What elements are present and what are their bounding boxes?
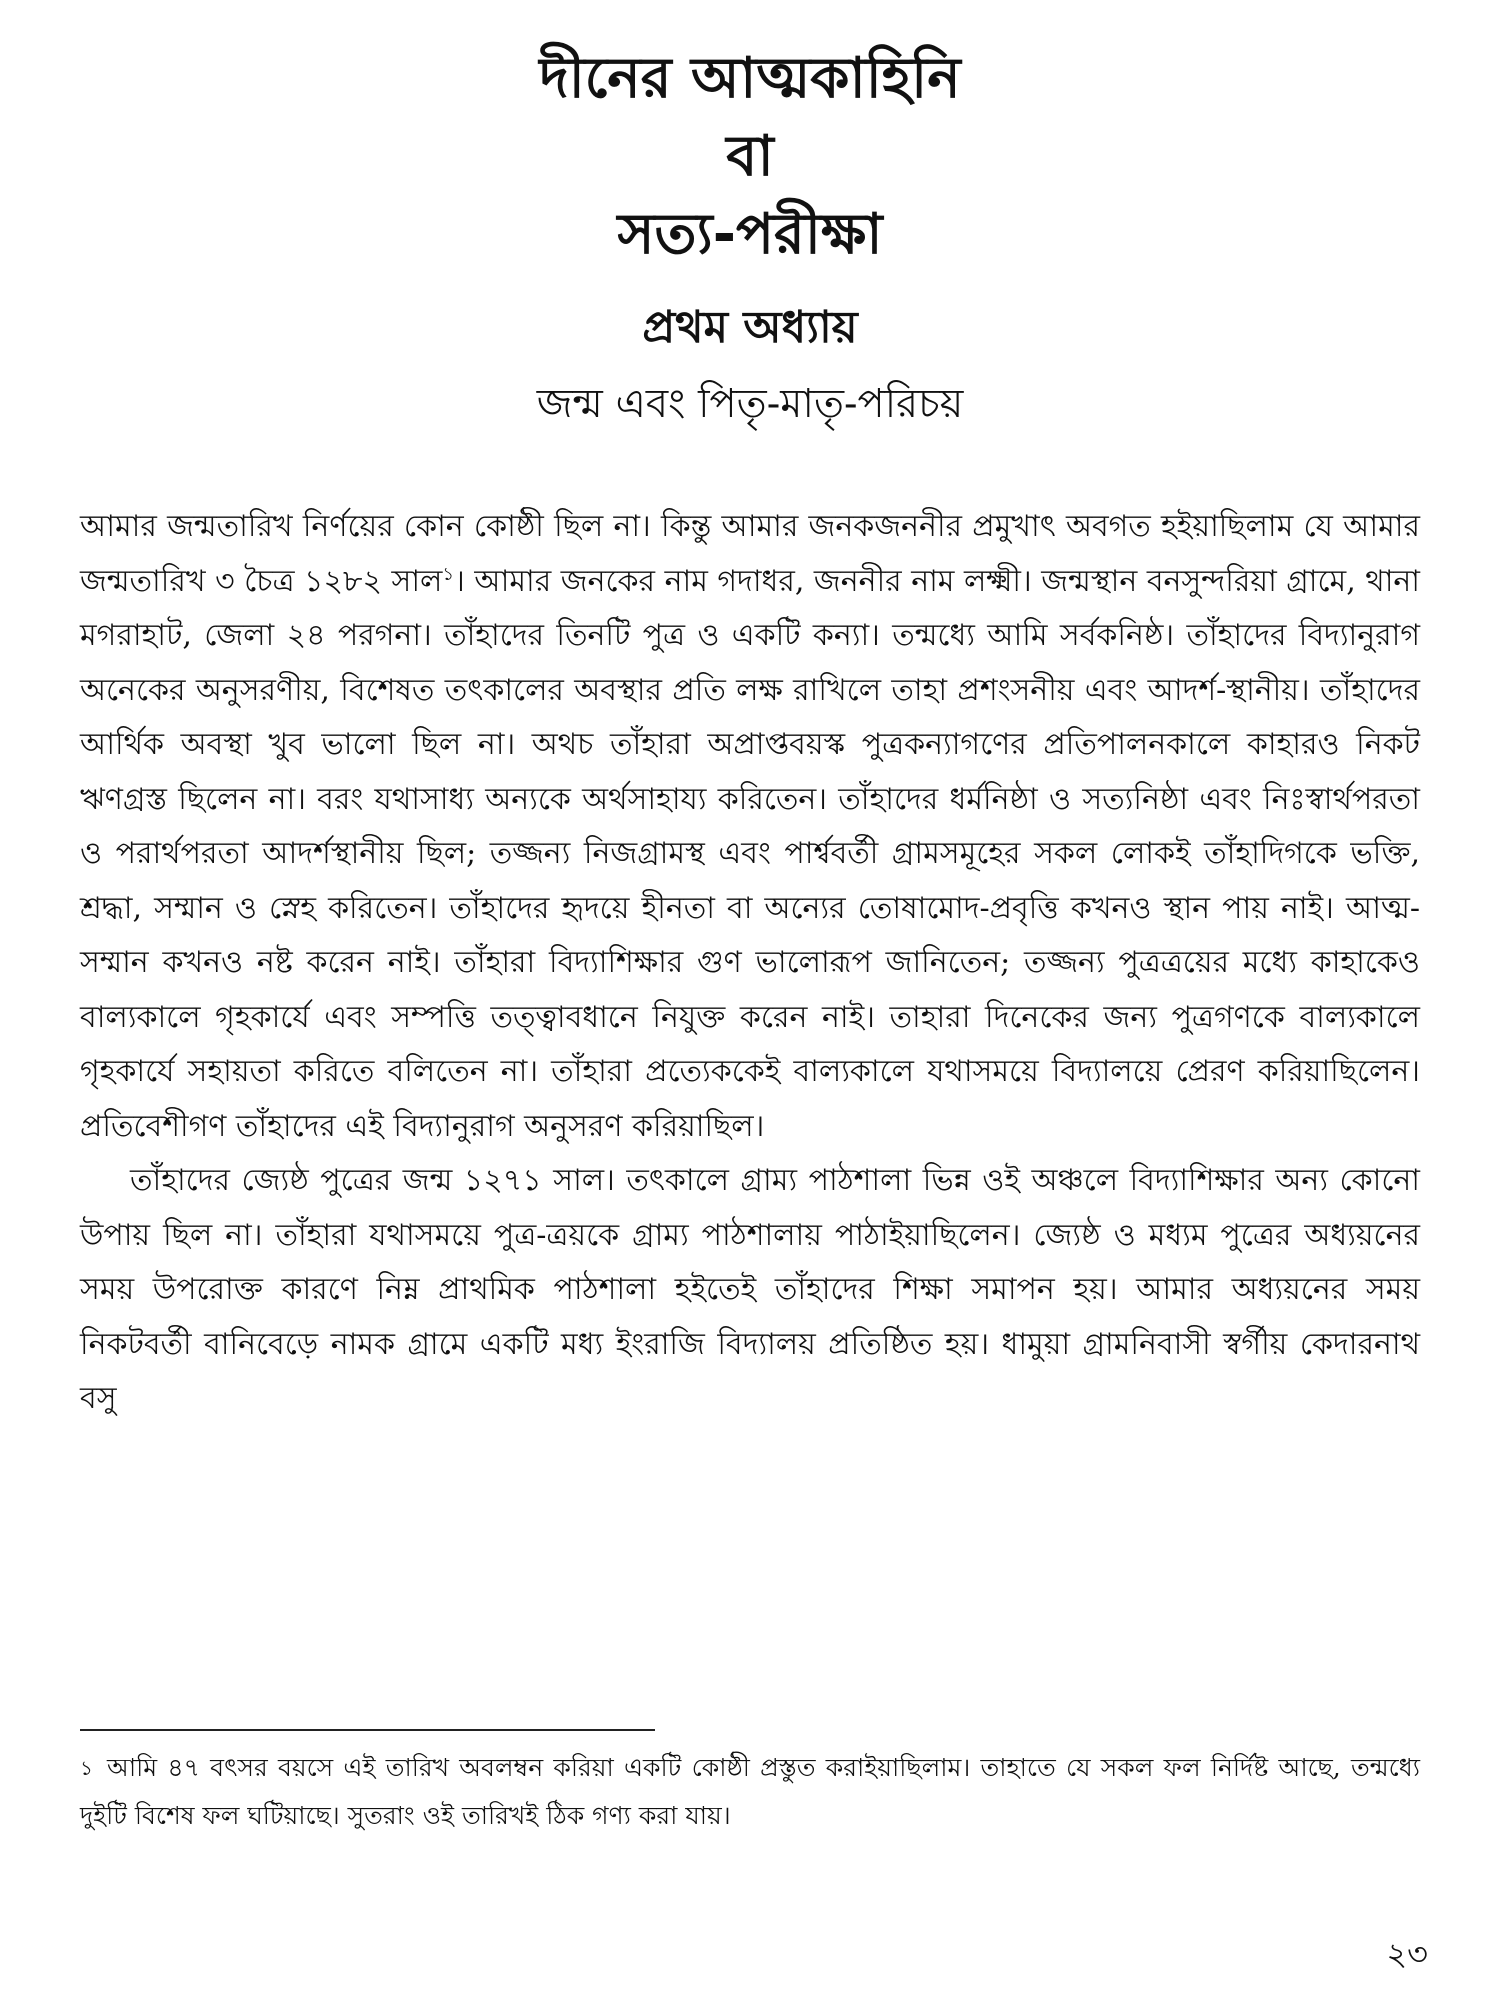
paragraph-1-part-2: । আমার জনকের নাম গদাধর, জননীর নাম লক্ষ্মী। জন্মস্থান বনসুন্দরিয়া গ্রামে, থানা মগরাহাট, জেলা ২৪ পরগনা। তাঁহাদের তিনটি পুত্র ও একটি কন্যা। তন্মধ্যে আমি সর্বকনিষ্ঠ। তাঁহাদের বিদ্যানুরাগ অনেকের অনুসরণীয়, বিশেষত তৎকালের অবস্থার প্রতি লক্ষ রাখিলে তাহা প্রশংসনীয় এবং আদর্শ-স্থানীয়। তাঁহাদের আর্থিক অবস্থা খুব ভালো ছিল না। অথচ তাঁহারা অপ্রাপ্তবয়স্ক পুত্রকন্যাগণের প্রতিপালনকালে কাহারও নিকট ঋণগ্রস্ত ছিলেন না। বরং যথাসাধ্য অন্যকে অর্থসাহায্য করিতেন। তাঁহাদের ধর্মনিষ্ঠা ও সত্যনিষ্ঠা এবং নিঃস্বার্থপরতা ও পরার্থপরতা আদর্শস্থানীয় ছিল; তজ্জন্য নিজগ্রামস্থ এবং পার্শ্ববর্তী গ্রামসমূহের সকল লোকই তাঁহাদিগকে ভক্তি, শ্রদ্ধা, সম্মান ও স্নেহ করিতেন। তাঁহাদের হৃদয়ে হীনতা বা অন্যের তোষামোদ-প্রবৃত্তি কখনও স্থান পায় নাই। আত্ম-সম্মান কখনও নষ্ট করেন নাই। তাঁহারা বিদ্যাশিক্ষার গুণ ভালোরূপ জানিতেন; তজ্জন্য পুত্রত্রয়ের মধ্যে কাহাকেও বাল্যকালে গৃহকার্যে এবং সম্পত্তি তত্ত্বাবধানে নিযুক্ত করেন নাই। তাহারা দিনেকের জন্য পুত্রগণকে বাল্যকালে গৃহকার্যে সহায়তা করিতে বলিতেন না। তাঁহারা প্রত্যেককেই বাল্যকালে যথাসময়ে বিদ্যালয়ে প্রেরণ করিয়াছিলেন। প্রতিবেশীগণ তাঁহাদের এই বিদ্যানুরাগ অনুসরণ করিয়াছিল। (80, 563, 1421, 1144)
footnote-text: আমি ৪৭ বৎসর বয়সে এই তারিখ অবলম্বন করিয়া একটি কোষ্ঠী প্রস্তুত করাইয়াছিলাম। তাহাতে যে সকল ফল নির্দিষ্ট আছে, তন্মধ্যে দুইটি বিশেষ ফল ঘটিয়াছে। সুতরাং ওই তারিখই ঠিক গণ্য করা যায়। (80, 1753, 1420, 1830)
paragraph-1 (80, 500, 1420, 1154)
paragraph-2: তাঁহাদের জ্যেষ্ঠ পুত্রের জন্ম ১২৭১ সাল। তৎকালে গ্রাম্য পাঠশালা ভিন্ন ওই অঞ্চলে বিদ্যাশিক্ষার অন্য কোনো উপায় ছিল না। তাঁহারা যথাসময়ে পুত্র-ত্রয়কে গ্রাম্য পাঠশালায় পাঠাইয়াছিলেন। জ্যেষ্ঠ ও মধ্যম পুত্রের অধ্যয়নের সময় উপরোক্ত কারণে নিম্ন প্রাথমিক পাঠশালা হইতেই তাঁহাদের শিক্ষা সমাপন হয়। আমার অধ্যয়নের সময় নিকটবর্তী বানিবেড়ে নামক গ্রামে একটি মধ্য ইংরাজি বিদ্যালয় প্রতিষ্ঠিত হয়। ধামুয়া গ্রামনিবাসী স্বর্গীয় কেদারনাথ বসু (80, 1163, 1420, 1416)
paragraph-1-part-1: আমার জন্মতারিখ নির্ণয়ের কোন কোষ্ঠী ছিল না। কিন্তু আমার জনকজননীর প্রমুখাৎ অবগত হইয়াছিলাম যে আমার জন্মতারিখ ৩ চৈত্র ১২৮২ সাল (80, 509, 1420, 599)
book-subtitle: সত্য-পরীক্ষা (617, 202, 883, 267)
title-block (0, 40, 1500, 434)
title-conjunction: বা (726, 124, 774, 189)
footnote (80, 1744, 1420, 1840)
chapter-heading: প্রথম অধ্যায় (642, 302, 858, 353)
footnote-divider (80, 1729, 655, 1731)
book-title: দীনের আত্মকাহিনি (539, 46, 961, 111)
footnote-marker: ১ (80, 1756, 93, 1780)
body-text (80, 500, 1420, 1427)
chapter-subheading: জন্ম এবং পিতৃ-মাতৃ-পরিচয় (536, 381, 964, 427)
footnote-reference: ১ (442, 563, 455, 585)
page-number: ২৩ (1386, 1935, 1428, 1973)
